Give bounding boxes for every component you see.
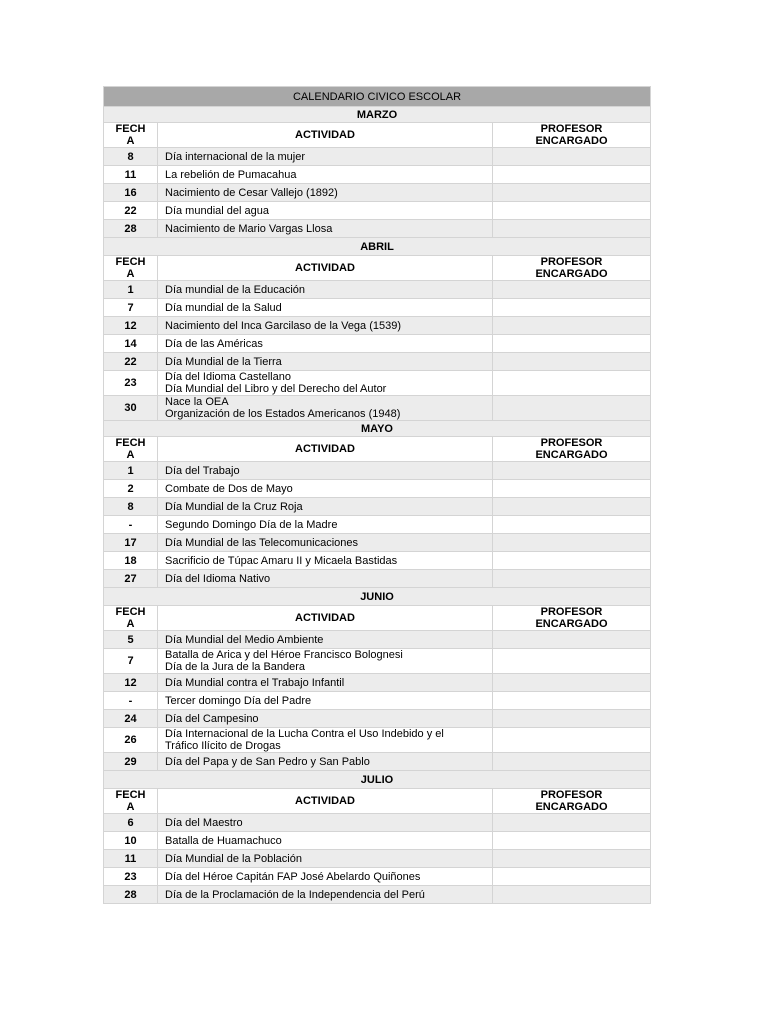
row-teacher-cell	[493, 753, 651, 771]
row-activity: Día del Trabajo	[158, 462, 493, 480]
civic-calendar-table	[103, 86, 651, 904]
column-header-activity: ACTIVIDAD	[158, 256, 493, 281]
table-row	[104, 570, 651, 588]
row-date: 8	[104, 148, 158, 166]
table-row	[104, 552, 651, 570]
month-heading: ABRIL	[104, 238, 651, 256]
row-date: 11	[104, 166, 158, 184]
row-date: 27	[104, 570, 158, 588]
row-teacher-cell	[493, 552, 651, 570]
table-row	[104, 498, 651, 516]
table-row	[104, 674, 651, 692]
column-header-date: FECH A	[104, 123, 158, 148]
table-row	[104, 480, 651, 498]
row-date: 7	[104, 649, 158, 674]
column-header-teacher: PROFESOR ENCARGADO	[493, 606, 651, 631]
table-row	[104, 371, 651, 396]
row-activity: Batalla de Huamachuco	[158, 832, 493, 850]
column-header-teacher: PROFESOR ENCARGADO	[493, 437, 651, 462]
column-header-date: FECH A	[104, 437, 158, 462]
row-activity: Día Mundial de la Población	[158, 850, 493, 868]
table-row	[104, 353, 651, 371]
row-activity: Nace la OEA Organización de los Estados Americanos (1948)	[158, 396, 493, 421]
table-row	[104, 886, 651, 904]
row-activity: La rebelión de Pumacahua	[158, 166, 493, 184]
row-activity: Sacrificio de Túpac Amaru II y Micaela Bastidas	[158, 552, 493, 570]
row-date: 2	[104, 480, 158, 498]
row-date: 12	[104, 674, 158, 692]
row-activity: Día del Campesino	[158, 710, 493, 728]
row-teacher-cell	[493, 710, 651, 728]
row-date: 17	[104, 534, 158, 552]
row-teacher-cell	[493, 202, 651, 220]
column-header-date: FECH A	[104, 606, 158, 631]
row-date: 22	[104, 202, 158, 220]
row-date: 6	[104, 814, 158, 832]
row-date: 28	[104, 220, 158, 238]
table-row	[104, 396, 651, 421]
table-row	[104, 534, 651, 552]
table-row	[104, 631, 651, 649]
month-heading: MARZO	[104, 107, 651, 123]
table-row	[104, 317, 651, 335]
table-row	[104, 281, 651, 299]
row-activity: Combate de Dos de Mayo	[158, 480, 493, 498]
table-row	[104, 649, 651, 674]
table-row	[104, 166, 651, 184]
row-activity: Día internacional de la mujer	[158, 148, 493, 166]
row-activity: Día Mundial contra el Trabajo Infantil	[158, 674, 493, 692]
row-teacher-cell	[493, 353, 651, 371]
table-row	[104, 462, 651, 480]
row-activity: Día Mundial de las Telecomunicaciones	[158, 534, 493, 552]
row-teacher-cell	[493, 728, 651, 753]
row-date: 30	[104, 396, 158, 421]
table-row	[104, 202, 651, 220]
row-teacher-cell	[493, 148, 651, 166]
row-date: 1	[104, 281, 158, 299]
table-row	[104, 814, 651, 832]
row-activity: Tercer domingo Día del Padre	[158, 692, 493, 710]
month-heading: JUNIO	[104, 588, 651, 606]
row-activity: Día Mundial de la Cruz Roja	[158, 498, 493, 516]
row-date: 23	[104, 371, 158, 396]
row-teacher-cell	[493, 832, 651, 850]
row-date: 22	[104, 353, 158, 371]
row-date: 7	[104, 299, 158, 317]
row-activity: Batalla de Arica y del Héroe Francisco Bolognesi Día de la Jura de la Bandera	[158, 649, 493, 674]
table-row	[104, 868, 651, 886]
row-activity: Día de la Proclamación de la Independencia del Perú	[158, 886, 493, 904]
row-date: 28	[104, 886, 158, 904]
row-date: 26	[104, 728, 158, 753]
row-date: 12	[104, 317, 158, 335]
row-teacher-cell	[493, 166, 651, 184]
row-activity: Día Mundial del Medio Ambiente	[158, 631, 493, 649]
row-teacher-cell	[493, 396, 651, 421]
row-teacher-cell	[493, 220, 651, 238]
column-header-activity: ACTIVIDAD	[158, 606, 493, 631]
table-row	[104, 753, 651, 771]
row-activity: Día mundial de la Salud	[158, 299, 493, 317]
row-date: 11	[104, 850, 158, 868]
row-activity: Día Mundial de la Tierra	[158, 353, 493, 371]
month-heading: JULIO	[104, 771, 651, 789]
table-row	[104, 335, 651, 353]
row-date: 24	[104, 710, 158, 728]
column-header-activity: ACTIVIDAD	[158, 789, 493, 814]
row-teacher-cell	[493, 480, 651, 498]
row-teacher-cell	[493, 498, 651, 516]
row-teacher-cell	[493, 281, 651, 299]
row-teacher-cell	[493, 814, 651, 832]
column-header-date: FECH A	[104, 789, 158, 814]
column-header-teacher: PROFESOR ENCARGADO	[493, 789, 651, 814]
table-row	[104, 692, 651, 710]
column-header-date: FECH A	[104, 256, 158, 281]
table-row	[104, 832, 651, 850]
table-row	[104, 220, 651, 238]
row-date: -	[104, 692, 158, 710]
row-teacher-cell	[493, 516, 651, 534]
column-header-activity: ACTIVIDAD	[158, 123, 493, 148]
row-date: 8	[104, 498, 158, 516]
row-activity: Día del Héroe Capitán FAP José Abelardo Quiñones	[158, 868, 493, 886]
row-date: -	[104, 516, 158, 534]
row-activity: Día mundial del agua	[158, 202, 493, 220]
row-activity: Día Internacional de la Lucha Contra el Uso Indebido y el Tráfico Ilícito de Drogas	[158, 728, 493, 753]
column-header-teacher: PROFESOR ENCARGADO	[493, 256, 651, 281]
row-teacher-cell	[493, 299, 651, 317]
row-activity: Nacimiento del Inca Garcilaso de la Vega (1539)	[158, 317, 493, 335]
column-header-activity: ACTIVIDAD	[158, 437, 493, 462]
row-activity: Día del Maestro	[158, 814, 493, 832]
row-date: 1	[104, 462, 158, 480]
row-teacher-cell	[493, 674, 651, 692]
row-activity: Día del Idioma Castellano Día Mundial del Libro y del Derecho del Autor	[158, 371, 493, 396]
row-date: 10	[104, 832, 158, 850]
row-date: 18	[104, 552, 158, 570]
row-teacher-cell	[493, 631, 651, 649]
row-date: 23	[104, 868, 158, 886]
row-teacher-cell	[493, 184, 651, 202]
table-row	[104, 299, 651, 317]
table-row	[104, 184, 651, 202]
row-date: 16	[104, 184, 158, 202]
row-activity: Día mundial de la Educación	[158, 281, 493, 299]
row-teacher-cell	[493, 850, 651, 868]
row-activity: Día de las Américas	[158, 335, 493, 353]
row-activity: Nacimiento de Cesar Vallejo (1892)	[158, 184, 493, 202]
row-teacher-cell	[493, 335, 651, 353]
month-heading: MAYO	[104, 421, 651, 437]
row-teacher-cell	[493, 317, 651, 335]
page-title: CALENDARIO CIVICO ESCOLAR	[104, 87, 651, 107]
row-date: 29	[104, 753, 158, 771]
row-activity: Día del Idioma Nativo	[158, 570, 493, 588]
row-teacher-cell	[493, 868, 651, 886]
row-teacher-cell	[493, 886, 651, 904]
column-header-teacher: PROFESOR ENCARGADO	[493, 123, 651, 148]
row-teacher-cell	[493, 371, 651, 396]
row-activity: Segundo Domingo Día de la Madre	[158, 516, 493, 534]
table-row	[104, 728, 651, 753]
row-date: 5	[104, 631, 158, 649]
row-teacher-cell	[493, 534, 651, 552]
row-teacher-cell	[493, 649, 651, 674]
row-activity: Día del Papa y de San Pedro y San Pablo	[158, 753, 493, 771]
table-row	[104, 516, 651, 534]
table-row	[104, 710, 651, 728]
row-teacher-cell	[493, 692, 651, 710]
table-row	[104, 148, 651, 166]
table-row	[104, 850, 651, 868]
row-teacher-cell	[493, 462, 651, 480]
row-date: 14	[104, 335, 158, 353]
row-teacher-cell	[493, 570, 651, 588]
row-activity: Nacimiento de Mario Vargas Llosa	[158, 220, 493, 238]
